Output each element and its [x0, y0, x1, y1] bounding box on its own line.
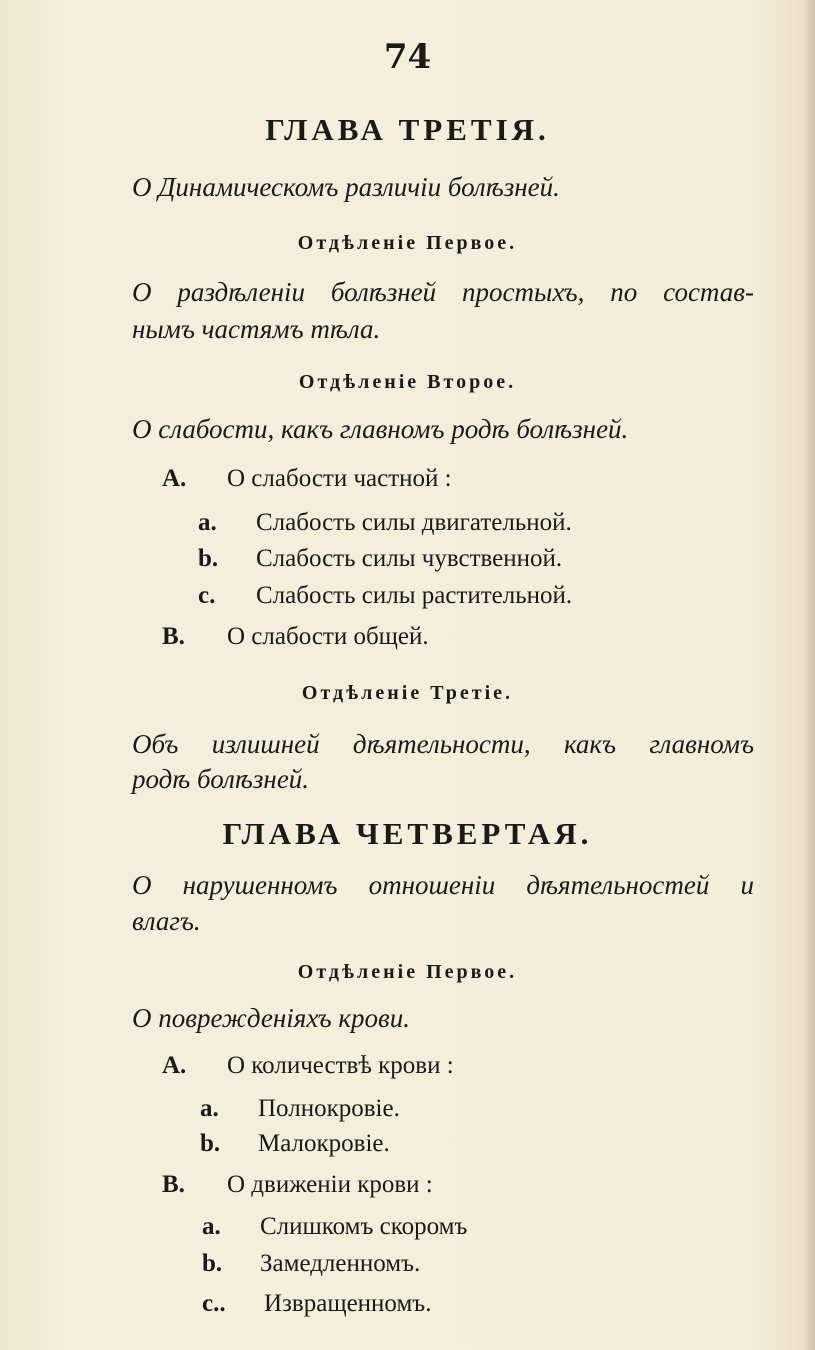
item-a-label: A. — [162, 1052, 187, 1079]
item-b-label: B. — [162, 623, 185, 650]
ch3-section-1-title: Отдѣленіе Первое. — [297, 232, 518, 254]
subitem-text: Слабость силы двигательной. — [256, 509, 572, 536]
word: дѣятельностей — [526, 870, 710, 900]
chapter-4-subtitle-line1 — [132, 872, 754, 899]
item-a-label: A. — [162, 465, 187, 492]
subitem-label: a. — [202, 1213, 221, 1240]
ch3-section-2-title: Отдѣленіе Второе. — [298, 371, 517, 393]
word: состав- — [663, 277, 754, 307]
subitem-text: Слишкомъ скоромъ — [260, 1213, 468, 1240]
ch3-section-3-text-line2: родѣ болѣзней. — [132, 764, 310, 794]
word: дѣятельности, — [352, 729, 531, 759]
subitem-text: Извращенномъ. — [264, 1290, 432, 1317]
ch3-section-2-text: О слабости, какъ главномъ родѣ болѣзней. — [132, 414, 629, 444]
chapter-4-title: ГЛАВА ЧЕТВЕРТАЯ. — [222, 816, 593, 851]
word: какъ — [563, 729, 617, 759]
ch3-section-1-text-line2: нымъ частямъ тѣла. — [132, 314, 381, 344]
ch3-section-1-text-line1 — [132, 279, 754, 306]
word: излишней — [211, 729, 320, 759]
word: по — [610, 277, 638, 307]
word: нарушенномъ — [182, 870, 338, 900]
page-number: 74 — [383, 37, 432, 77]
word: отношеніи — [368, 870, 496, 900]
subitem-label: b. — [198, 545, 219, 572]
word: главномъ — [649, 729, 754, 759]
item-b-text: О движеніи крови : — [227, 1171, 433, 1198]
item-a-text: О количествѣ крови : — [227, 1052, 454, 1079]
chapter-3-subtitle: О Динамическомъ различіи болѣзней. — [132, 172, 560, 202]
chapter-4-subtitle-line2: влагъ. — [132, 906, 201, 936]
subitem-label: c. — [198, 582, 216, 609]
subitem-label: c.. — [202, 1290, 226, 1317]
word: О — [132, 870, 152, 900]
ch3-section-3-title: Отдѣленіе Третіе. — [301, 682, 514, 704]
item-a-text: О слабости частной : — [227, 465, 452, 492]
ch4-section-1-title: Отдѣленіе Первое. — [297, 961, 518, 983]
word: раздѣленіи — [177, 277, 306, 307]
subitem-label: a. — [198, 509, 217, 536]
ch3-section-3-text-line1 — [132, 731, 754, 758]
subitem-text: Малокровіе. — [258, 1130, 390, 1157]
word: простыхъ, — [462, 277, 585, 307]
word: и — [740, 870, 754, 900]
subitem-label: a. — [200, 1095, 219, 1122]
item-b-text: О слабости общей. — [227, 623, 429, 650]
word: О — [132, 277, 152, 307]
subitem-label: b. — [200, 1130, 221, 1157]
subitem-text: Замедленномъ. — [260, 1250, 421, 1277]
subitem-text: Слабость силы чувственной. — [256, 545, 563, 572]
subitem-label: b. — [202, 1250, 223, 1277]
page-edge-shadow — [803, 0, 815, 1350]
word: Объ — [132, 729, 179, 759]
subitem-text: Слабость силы растительной. — [256, 582, 573, 609]
word: болѣзней — [330, 277, 437, 307]
ch4-section-1-text: О поврежденіяхъ крови. — [132, 1003, 410, 1033]
subitem-text: Полнокровіе. — [258, 1095, 400, 1122]
item-b-label: B. — [162, 1171, 185, 1198]
chapter-3-title: ГЛАВА ТРЕТІЯ. — [265, 112, 550, 147]
